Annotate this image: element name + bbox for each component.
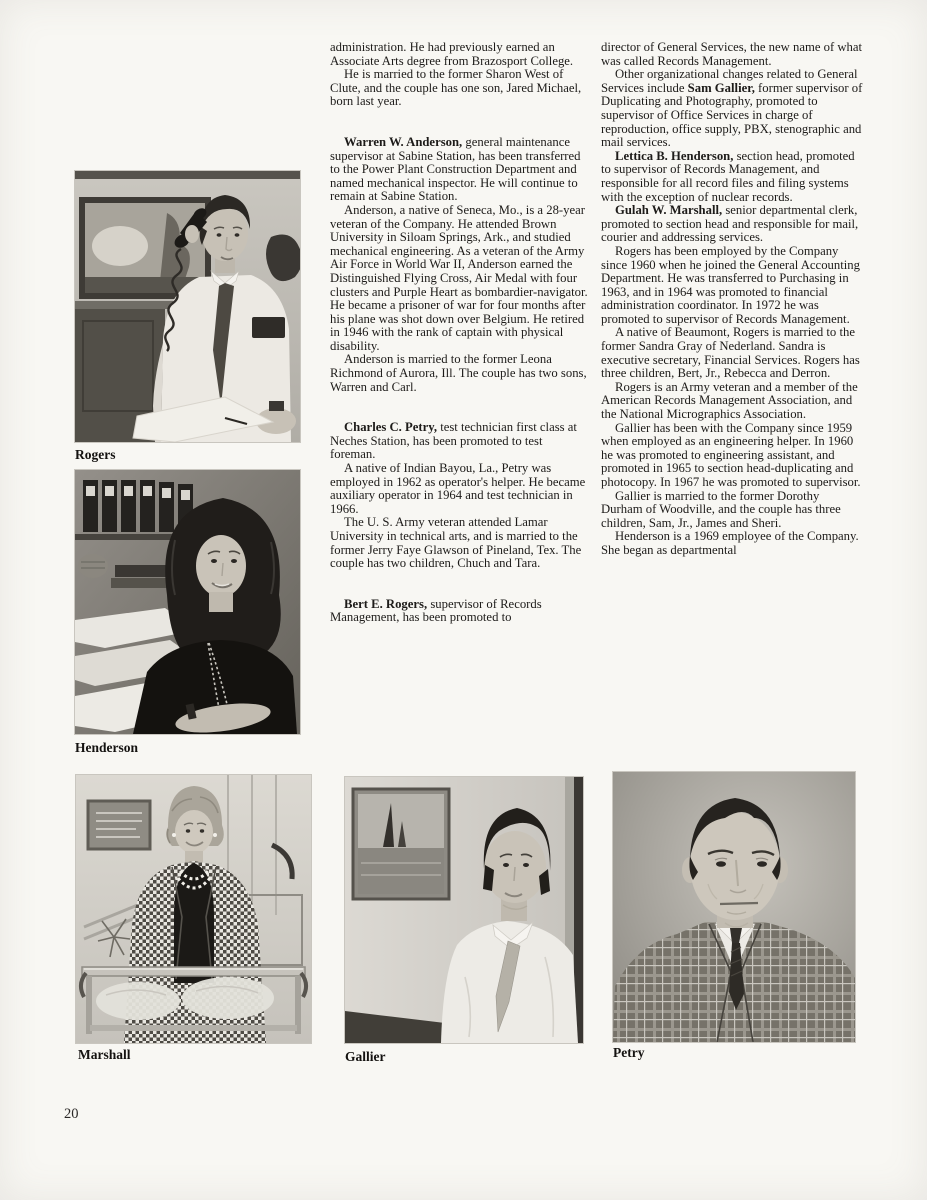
paragraph: The U. S. Army veteran attended Lamar University in technical arts, and is married to the former Jerry Faye Glawson of Pineland, Tex. The couple has two children, Chuch and Tara. [330,515,582,571]
person-name-bold: Sam Gallier, [687,80,755,95]
petry-photo-illustration [613,772,855,1042]
marshall-photo-illustration [76,775,311,1043]
paragraph: Anderson is married to the former Leona Richmond of Aurora, Ill. The couple has two sons, Warren and Carl. [330,352,587,394]
photo-caption-marshall: Marshall [78,1047,131,1062]
paragraph: Other organizational changes related to General Services include Sam Gallier, former supervisor of Duplicating and Photography, promoted to supervisor of Office Services in charge of reproduction, office supply, PBX, stenographic and mail services. [601,67,863,150]
paragraph: Gallier has been with the Company since 1959 when employed as an engineering helper. In 1960 he was promoted to engineering assistant, and promoted in 1965 to section head-duplicating and photocopy. In 1967 he was promoted to supervisor. [601,420,861,489]
person-name-bold: Warren W. Anderson, [344,134,463,149]
person-name-bold: Gulah W. Marshall, [615,203,723,218]
page-number: 20 [64,1106,79,1122]
photo-caption-rogers: Rogers [75,447,116,462]
henderson-photo-illustration [75,470,300,734]
person-name-bold: Bert E. Rogers, [344,596,428,611]
photo-rogers [75,171,300,442]
paragraph: Rogers has been employed by the Company since 1960 when he joined the General Accounting Department. He was transferred to Purchasing in 1963, and in 1964 was promoted to financial administration coordinator. In 1972 he was promoted to supervisor of Records Management. [601,243,860,326]
paragraph: Bert E. Rogers, supervisor of Records Management, has been promoted to [330,596,542,625]
paragraph: administration. He had previously earned an Associate Arts degree from Brazosport College. [330,40,574,68]
text-column-right [601,41,864,558]
paragraph: Henderson is a 1969 employee of the Company. She began as departmental [601,529,859,557]
paragraph: Gallier is married to the former Dorothy Durham of Woodville, and the couple has three children, Sam, Jr., James and Sheri. [601,488,841,530]
photo-henderson [75,470,300,734]
paragraph: Rogers is an Army veteran and a member of the American Records Management Association, and the National Micrographics Association. [601,379,858,422]
photo-caption-gallier: Gallier [345,1049,386,1064]
rogers-photo-illustration [75,171,300,442]
paragraph: director of General Services, the new name of what was called Records Management. [601,40,863,68]
paragraph: Gulah W. Marshall, senior departmental clerk, promoted to section head and responsible for mail, courier and addressing services. [601,203,859,245]
paragraph: A native of Indian Bayou, La., Petry was employed in 1962 as operator's helper. He became auxiliary operator in 1964 and test technician in 1966. [330,461,586,516]
person-name-bold: Charles C. Petry, [344,420,438,435]
paragraph: Charles C. Petry, test technician first class at Neches Station, has been promoted to test foreman. [330,420,577,462]
paragraph: Warren W. Anderson, general maintenance supervisor at Sabine Station, has been transferred to the Power Plant Construction Department and named mechanical inspector. He will continue to remain at Sabine Station. [330,134,581,204]
person-name-bold: Lettica B. Henderson, [615,148,734,163]
photo-caption-henderson: Henderson [75,740,139,755]
photo-caption-petry: Petry [613,1045,645,1060]
paragraph: A native of Beaumont, Rogers is married to the former Sandra Gray of Nederland. Sandra is executive secretary, Financial Services. Rogers has three children, Bert, Jr., Rebecca and Derron. [601,325,860,381]
paragraph: Anderson, a native of Seneca, Mo., is a 28-year veteran of the Company. He attended Brown University in Siloam Springs, Ark., and studied mechanical engineering. As a veteran of the Army Air Force in World War II, Anderson earned the Distinguished Flying Cross, Air Medal with four clusters and Purple Heart as bombardier-navigator. He became a prisoner of war for four months after his plane was shot down over Belgium. He retired in 1946 with the rank of captain with physical disability. [330,202,588,353]
gallier-photo-illustration [345,777,583,1043]
paragraph: Lettica B. Henderson, section head, promoted to supervisor of Records Management, and responsible for all record files and filing systems with the exception of nuclear records. [601,148,855,204]
text-column-middle [330,41,589,625]
paragraph: He is married to the former Sharon West of Clute, and the couple has one son, Jared Michael, born last year. [330,67,582,109]
photo-marshall [76,775,311,1043]
photo-petry [613,772,855,1042]
photo-gallier [345,777,583,1043]
